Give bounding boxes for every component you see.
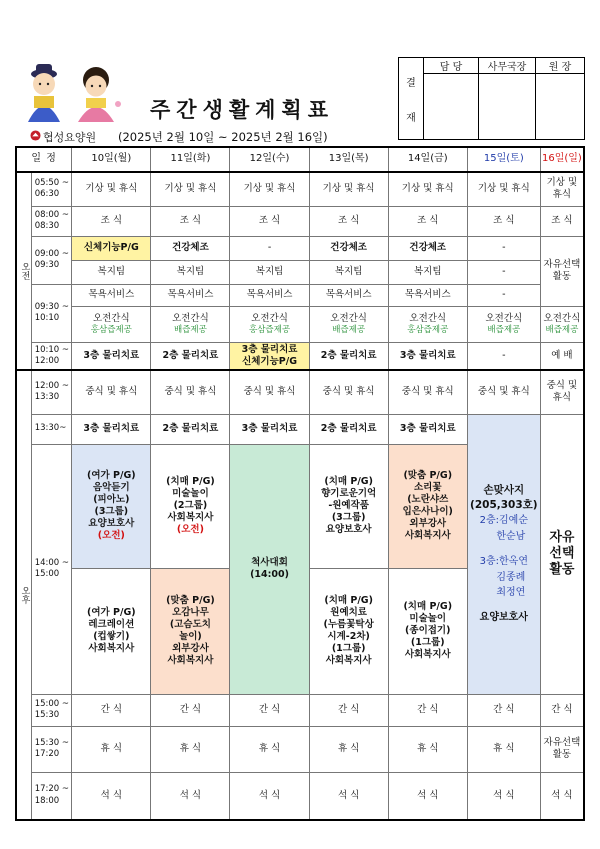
am-label: 오전 [16, 172, 31, 370]
cell-saturday-program: 손맞사지 (205,303호) 2층:김예순 한순남 3층:한옥연 김종례 최정연 요양보호사 [467, 414, 540, 694]
cell: 석 식 [388, 772, 467, 820]
cell: 복지팀 [388, 260, 467, 284]
cell-program-event: 척사대회 (14:00) [230, 444, 309, 694]
cell: 기상 및 휴식 [309, 172, 388, 206]
cell: 석 식 [540, 772, 584, 820]
cell: 석 식 [467, 772, 540, 820]
cell: 복지팀 [309, 260, 388, 284]
cell: 3층 물리치료 [72, 342, 151, 370]
cell-program: (여가 P/G) 음악듣기 (피아노) (3그룹) 요양보호사 (오전) [72, 444, 151, 568]
cell: 기상 및 휴식 [467, 172, 540, 206]
cell-program: (치매 P/G) 미술놀이 (2그룹) 사회복지사 (오전) [151, 444, 230, 568]
cell: - [467, 284, 540, 306]
cell: 중식 및 휴식 [151, 370, 230, 414]
cell-program: (치매 P/G) 향기로운기억 -원예작품 (3그룹) 요양보호사 [309, 444, 388, 568]
cell: 자유선택 활동 [540, 236, 584, 306]
cell: 중식 및 휴식 [230, 370, 309, 414]
time-slot: 10:10 ~ 12:00 [31, 342, 72, 370]
day-header: 10일(월) [72, 147, 151, 172]
cell-program: (치매 P/G) 원예치료 (누름꽃탁상 시계-2차) (1그룹) 사회복지사 [309, 568, 388, 694]
cell-program: (맞춤 P/G) 소리꽃 (노란샤쓰 입은사나이) 외부강사 사회복지사 [388, 444, 467, 568]
cell: 오전간식 배즙제공 [151, 306, 230, 342]
cell: 조 식 [388, 206, 467, 236]
cell: 신체기능P/G [72, 236, 151, 260]
cell: 간 식 [151, 694, 230, 726]
signature-field[interactable] [536, 74, 585, 140]
cell: 오전간식 홍삼즙제공 [230, 306, 309, 342]
cell-program: (여가 P/G) 레크레이션 (컵쌓기) 사회복지사 [72, 568, 151, 694]
cell: 석 식 [309, 772, 388, 820]
cell: 복지팀 [230, 260, 309, 284]
cell: 조 식 [230, 206, 309, 236]
cell: 예 배 [540, 342, 584, 370]
cell: 중식 및 휴식 [540, 370, 584, 414]
cell-sunday-program: 자유선택활동 [540, 414, 584, 694]
cell: 간 식 [72, 694, 151, 726]
time-slot: 15:00 ~ 15:30 [31, 694, 72, 726]
time-slot: 15:30 ~ 17:20 [31, 726, 72, 772]
weekly-schedule-table [15, 146, 585, 821]
time-slot: 05:50 ~ 06:30 [31, 172, 72, 206]
cell: 건강체조 [309, 236, 388, 260]
cell: 목욕서비스 [230, 284, 309, 306]
approval-role: 담 당 [424, 58, 479, 74]
cell: 2층 물리치료 [309, 414, 388, 444]
page-title: 주간생활계획표 [150, 98, 335, 122]
cell: 간 식 [388, 694, 467, 726]
cell: 건강체조 [151, 236, 230, 260]
day-header: 12일(수) [230, 147, 309, 172]
cell: 석 식 [230, 772, 309, 820]
cell: 석 식 [72, 772, 151, 820]
cell: 조 식 [151, 206, 230, 236]
signature-field[interactable] [424, 74, 479, 140]
cell: 오전간식 홍삼즙제공 [72, 306, 151, 342]
cell: 조 식 [540, 206, 584, 236]
cell: 목욕서비스 [309, 284, 388, 306]
cell: - [467, 236, 540, 260]
approval-role: 사무국장 [479, 58, 536, 74]
time-slot: 13:30~ [31, 414, 72, 444]
cell: 기상 및 휴식 [230, 172, 309, 206]
cell: 3층 물리치료 [230, 414, 309, 444]
cell: 중식 및 휴식 [388, 370, 467, 414]
cell: 간 식 [230, 694, 309, 726]
cell: 기상 및 휴식 [540, 172, 584, 206]
cell-program: (맞춤 P/G) 오감나무 (고슴도치 놀이) 외부강사 사회복지사 [151, 568, 230, 694]
cell: 3층 물리치료 [388, 342, 467, 370]
day-header: 11일(화) [151, 147, 230, 172]
corner-label: 일 정 [16, 147, 72, 172]
cell: 휴 식 [151, 726, 230, 772]
hanbok-dolls-illustration [14, 60, 134, 126]
cell: 중식 및 휴식 [309, 370, 388, 414]
cell-program: (치매 P/G) 미술놀이 (종이접기) (1그룹) 사회복지사 [388, 568, 467, 694]
cell: 중식 및 휴식 [72, 370, 151, 414]
cell: 간 식 [540, 694, 584, 726]
cell: 3층 물리치료 신체기능P/G [230, 342, 309, 370]
date-range: (2025년 2월 10일 ~ 2025년 2월 16일) [118, 130, 328, 144]
cell: 휴 식 [467, 726, 540, 772]
organization-name: 협성요양원 [43, 131, 97, 144]
cell: 간 식 [467, 694, 540, 726]
cell: 목욕서비스 [72, 284, 151, 306]
time-slot: 09:30 ~ 10:10 [31, 284, 72, 342]
day-header-sunday: 16일(일) [540, 147, 584, 172]
cell: 목욕서비스 [388, 284, 467, 306]
cell: 오전간식 홍삼즙제공 [388, 306, 467, 342]
cell: 2층 물리치료 [309, 342, 388, 370]
approval-role: 원 장 [536, 58, 585, 74]
day-header: 14일(금) [388, 147, 467, 172]
cell: 조 식 [467, 206, 540, 236]
cell: 3층 물리치료 [388, 414, 467, 444]
cell: 중식 및 휴식 [467, 370, 540, 414]
time-slot: 09:00 ~ 09:30 [31, 236, 72, 284]
approval-box [398, 57, 585, 140]
cell: 오전간식 배즙제공 [309, 306, 388, 342]
cell: 기상 및 휴식 [388, 172, 467, 206]
day-header-saturday: 15일(토) [467, 147, 540, 172]
organization-logo-icon [30, 130, 41, 141]
signature-field[interactable] [479, 74, 536, 140]
cell: 복지팀 [72, 260, 151, 284]
approval-label: 결 재 [399, 58, 424, 140]
cell: 복지팀 [151, 260, 230, 284]
day-header: 13일(목) [309, 147, 388, 172]
cell: 목욕서비스 [151, 284, 230, 306]
cell: 오전간식 배즙제공 [540, 306, 584, 342]
pm-label: 오후 [16, 370, 31, 820]
cell: 휴 식 [230, 726, 309, 772]
cell: 기상 및 휴식 [151, 172, 230, 206]
cell: 휴 식 [309, 726, 388, 772]
cell: 2층 물리치료 [151, 414, 230, 444]
cell: 간 식 [309, 694, 388, 726]
time-slot: 08:00 ~ 08:30 [31, 206, 72, 236]
cell: 휴 식 [388, 726, 467, 772]
cell: - [467, 342, 540, 370]
time-slot: 12:00 ~ 13:30 [31, 370, 72, 414]
cell: - [230, 236, 309, 260]
cell: 건강체조 [388, 236, 467, 260]
cell: 조 식 [309, 206, 388, 236]
cell: 조 식 [72, 206, 151, 236]
cell: 3층 물리치료 [72, 414, 151, 444]
cell: 오전간식 배즙제공 [467, 306, 540, 342]
cell: 기상 및 휴식 [72, 172, 151, 206]
cell: 2층 물리치료 [151, 342, 230, 370]
cell: 석 식 [151, 772, 230, 820]
cell: - [467, 260, 540, 284]
time-slot: 17:20 ~ 18:00 [31, 772, 72, 820]
cell: 휴 식 [72, 726, 151, 772]
cell: 자유선택 활동 [540, 726, 584, 772]
time-slot: 14:00 ~ 15:00 [31, 444, 72, 694]
